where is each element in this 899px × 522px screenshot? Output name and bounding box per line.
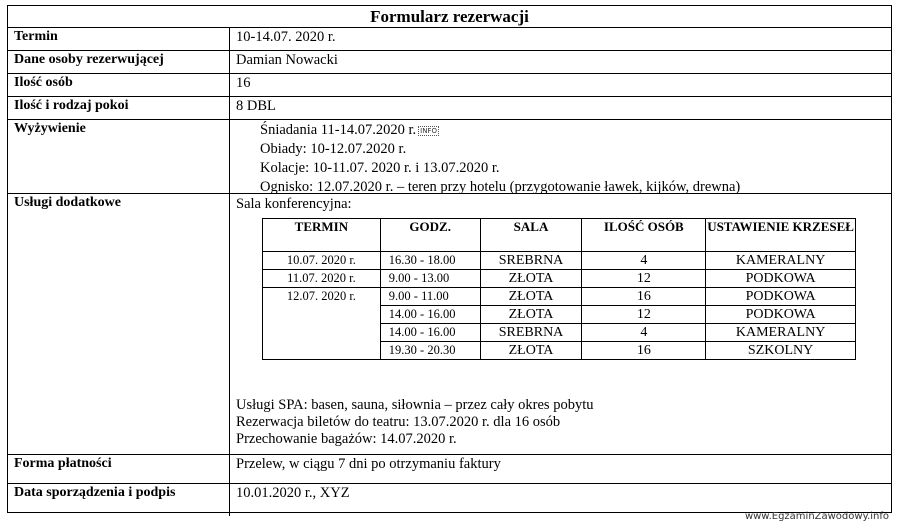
header-ustawienie: USTAWIENIE KRZESEŁ [706, 219, 856, 252]
cell-sala: SREBRNA [480, 324, 582, 342]
meal-line-lunch: Obiady: 10-12.07.2020 r. [260, 141, 407, 157]
cell-sala: ZŁOTA [480, 342, 582, 360]
cell-time: 9.00 - 13.00 [380, 270, 480, 288]
label-ilosc-osob: Ilość osób [8, 74, 230, 96]
cell-osoby: 4 [582, 252, 706, 270]
header-ilosc-osob: ILOŚĆ OSÓB [582, 219, 706, 252]
cell-osoby: 12 [582, 270, 706, 288]
cell-ustawienie: SZKOLNY [706, 342, 856, 360]
cell-sala: SREBRNA [480, 252, 582, 270]
cell-ustawienie: PODKOWA [706, 288, 856, 306]
label-termin: Termin [8, 28, 230, 50]
watermark: www.EgzaminZawodowy.info [744, 511, 889, 522]
value-data-podpis: 10.01.2020 r., XYZ [236, 485, 350, 501]
row-wyzywienie [8, 120, 891, 194]
value-pokoje: 8 DBL [236, 98, 276, 114]
row-uslugi [8, 194, 891, 455]
reservation-form [7, 5, 892, 513]
cell-time: 14.00 - 16.00 [380, 324, 480, 342]
extra-theatre: Rezerwacja biletów do teatru: 13.07.2020 r. dla 16 osób [236, 414, 561, 430]
label-platnosc: Forma płatności [8, 455, 230, 483]
table-row [263, 288, 856, 306]
label-pokoje: Ilość i rodzaj pokoi [8, 97, 230, 119]
cell-date: 12.07. 2020 r. [263, 288, 381, 360]
meal-line-bonfire: Ognisko: 12.07.2020 r. – teren przy hotelu (przygotowanie ławek, kijków, drewna) [260, 179, 741, 195]
cell-osoby: 4 [582, 324, 706, 342]
cell-ustawienie: PODKOWA [706, 270, 856, 288]
table-row [263, 270, 856, 288]
label-uslugi: Usługi dodatkowe [8, 194, 230, 454]
header-termin: TERMIN [263, 219, 381, 252]
cell-ustawienie: KAMERALNY [706, 324, 856, 342]
extra-services [236, 397, 891, 448]
meal-line-breakfast [260, 121, 891, 140]
header-godz: GODZ. [380, 219, 480, 252]
cell-sala: ZŁOTA [480, 306, 582, 324]
cell-date: 11.07. 2020 r. [263, 270, 381, 288]
cell-date: 10.07. 2020 r. [263, 252, 381, 270]
row-ilosc-osob [8, 74, 891, 97]
cell-time: 14.00 - 16.00 [380, 306, 480, 324]
value-termin: 10-14.07. 2020 r. [236, 29, 336, 45]
extra-spa: Usługi SPA: basen, sauna, siłownia – przez cały okres pobytu [236, 397, 594, 413]
cell-osoby: 16 [582, 342, 706, 360]
meal-line-dinner: Kolacje: 10-11.07. 2020 r. i 13.07.2020 r. [260, 160, 500, 176]
meal-breakfast-text: Śniadania 11-14.07.2020 r. [260, 122, 417, 138]
row-pokoje [8, 97, 891, 120]
cell-osoby: 12 [582, 306, 706, 324]
row-platnosc [8, 455, 891, 484]
cell-sala: ZŁOTA [480, 288, 582, 306]
value-ilosc-osob: 16 [236, 75, 251, 91]
label-data-podpis: Data sporządzenia i podpis [8, 484, 230, 516]
label-dane: Dane osoby rezerwującej [8, 51, 230, 73]
value-uslugi [230, 194, 891, 454]
form-title: Formularz rezerwacji [8, 6, 891, 28]
cell-ustawienie: KAMERALNY [706, 252, 856, 270]
info-icon: INFO [420, 126, 437, 135]
cell-ustawienie: PODKOWA [706, 306, 856, 324]
value-wyzywienie [230, 120, 891, 193]
table-row [263, 252, 856, 270]
cell-time: 16.30 - 18.00 [380, 252, 480, 270]
value-dane: Damian Nowacki [236, 52, 338, 68]
header-sala: SALA [480, 219, 582, 252]
row-dane [8, 51, 891, 74]
conference-room-label: Sala konferencyjna: [236, 196, 352, 212]
value-platnosc: Przelew, w ciągu 7 dni po otrzymaniu faktury [236, 456, 501, 472]
cell-sala: ZŁOTA [480, 270, 582, 288]
conference-table [262, 218, 856, 360]
row-termin [8, 28, 891, 51]
cell-time: 9.00 - 11.00 [380, 288, 480, 306]
cell-osoby: 16 [582, 288, 706, 306]
conference-table-header [263, 219, 856, 252]
cell-time: 19.30 - 20.30 [380, 342, 480, 360]
extra-luggage: Przechowanie bagażów: 14.07.2020 r. [236, 431, 457, 447]
label-wyzywienie: Wyżywienie [8, 120, 230, 193]
